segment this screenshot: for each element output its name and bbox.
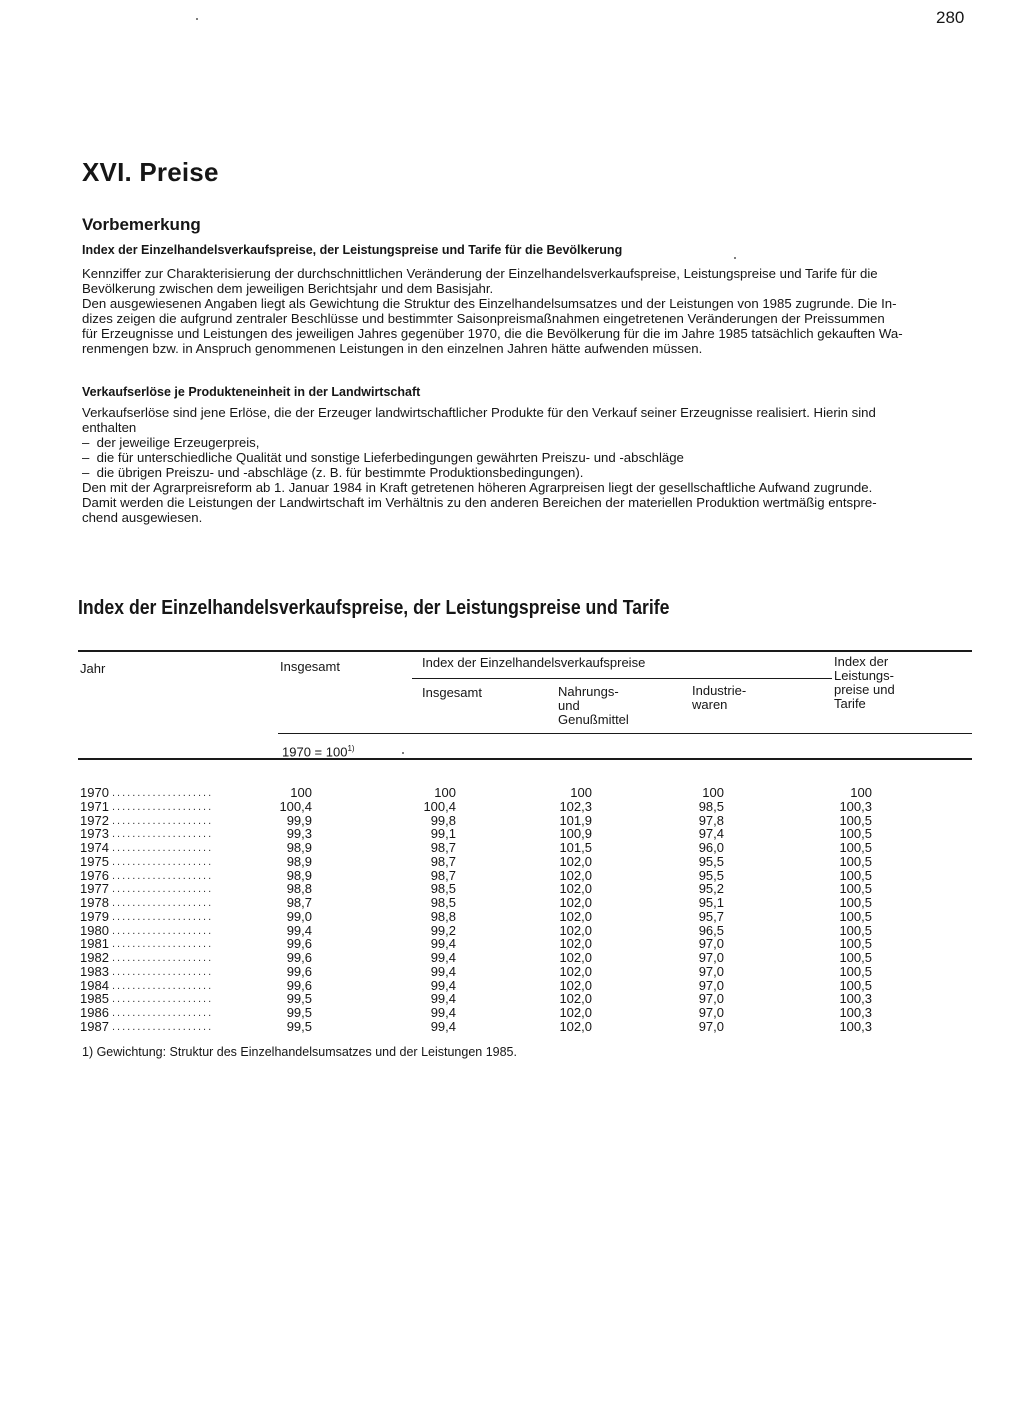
dot-leader: .................... — [112, 800, 214, 813]
cell-insgesamt: 98,9 — [286, 840, 312, 855]
cell-nahrung: 102,0 — [559, 1005, 592, 1020]
cell-industrie: 100 — [702, 785, 724, 800]
cell-year: 1970 — [80, 785, 109, 800]
table-header-bottom-rule — [78, 758, 972, 760]
dot-leader: .................... — [112, 842, 214, 854]
cell-insgesamt: 99,9 — [286, 812, 312, 828]
cell-nahrung: 100,9 — [559, 826, 592, 842]
header-jahr: Jahr — [80, 661, 106, 676]
section2-closing-line: Damit werden die Leistungen der Landwirtschaft im Verhältnis zu den anderen Bereichen der materiellen Produktion wertmäßig entspre- — [82, 495, 877, 510]
cell-nahrung: 100 — [570, 785, 592, 800]
cell-insgesamt: 99,6 — [286, 963, 312, 979]
cell-leistung: 100,5 — [839, 908, 872, 924]
cell-insgesamt: 99,5 — [286, 1005, 312, 1020]
section2-heading: Verkaufserlöse je Produkteneinheit in der Landwirtschaft — [82, 385, 421, 399]
cell-leistung: 100,5 — [839, 950, 872, 965]
table-row — [80, 855, 980, 869]
dot-leader: .................... — [112, 910, 214, 923]
list-item: – der jeweilige Erzeugerpreis, — [82, 435, 972, 450]
scan-speck — [402, 752, 404, 754]
cell-leistung: 100,5 — [839, 881, 872, 897]
cell-leistung: 100,5 — [839, 895, 872, 910]
dot-leader: .................... — [112, 828, 214, 841]
cell-ehv-insgesamt: 99,4 — [430, 1005, 456, 1020]
cell-leistung: 100,5 — [839, 853, 872, 869]
header-sub-insgesamt: Insgesamt — [422, 685, 482, 700]
cell-industrie: 97,0 — [698, 1005, 724, 1020]
table-row — [80, 896, 980, 910]
base-rule — [278, 733, 972, 734]
header-industrie-line: Industrie- — [692, 683, 747, 698]
dot-leader: .................... — [112, 1007, 214, 1019]
cell-industrie: 95,5 — [698, 867, 724, 883]
cell-year: 1972 — [80, 812, 109, 828]
cell-leistung: 100,5 — [839, 963, 872, 979]
cell-nahrung: 102,0 — [559, 936, 592, 952]
section1-line: Kennziffer zur Charakterisierung der durchschnittlichen Veränderung der Einzelhandelsverkaufspreise, Leistungspreise und Tarife für die — [82, 266, 878, 281]
dot-leader: .................... — [112, 993, 214, 1006]
cell-leistung: 100,5 — [839, 977, 872, 993]
cell-ehv-insgesamt: 100 — [434, 785, 456, 800]
cell-ehv-insgesamt: 99,8 — [430, 812, 456, 828]
cell-leistung: 100,3 — [839, 1005, 872, 1020]
cell-nahrung: 101,5 — [559, 840, 592, 855]
cell-nahrung: 102,0 — [559, 853, 592, 869]
header-leistung-line: preise und — [834, 682, 895, 697]
table-row — [80, 910, 980, 924]
cell-year: 1984 — [80, 977, 109, 993]
cell-ehv-insgesamt: 100,4 — [423, 798, 456, 814]
section2-intro-line: enthalten — [82, 420, 137, 435]
cell-nahrung: 102,0 — [559, 908, 592, 924]
cell-insgesamt: 99,4 — [286, 922, 312, 938]
dot-leader: .................... — [112, 897, 214, 909]
table-row — [80, 841, 980, 855]
section1-line: für Erzeugnisse und Leistungen des jeweiligen Jahres gegenüber 1970, die die Bevölkerung für die im Jahre 1985 tatsächlich gekauften Wa- — [82, 326, 903, 341]
cell-year: 1977 — [80, 881, 109, 897]
dot-leader: .................... — [112, 1020, 214, 1033]
section1-line: dizes zeigen die aufgrund zentraler Beschlüsse und bestimmter Saisonpreismaßnahmen eingetretenen Veränderungen der Preissummen — [82, 311, 885, 326]
cell-industrie: 97,4 — [698, 826, 724, 842]
cell-nahrung: 102,0 — [559, 867, 592, 883]
dot-leader: .................... — [112, 965, 214, 978]
header-leistung-line: Tarife — [834, 696, 866, 711]
cell-industrie: 97,0 — [698, 950, 724, 965]
cell-ehv-insgesamt: 98,5 — [430, 881, 456, 897]
cell-leistung: 100,3 — [839, 991, 872, 1007]
scan-speck — [196, 18, 198, 20]
cell-leistung: 100,5 — [839, 922, 872, 938]
cell-industrie: 97,0 — [698, 977, 724, 993]
cell-year: 1978 — [80, 895, 109, 910]
cell-insgesamt: 99,6 — [286, 977, 312, 993]
cell-ehv-insgesamt: 99,4 — [430, 1018, 456, 1034]
header-nahrung-line: Genußmittel — [558, 712, 629, 727]
dot-leader: .................... — [112, 924, 214, 937]
dot-leader: .................... — [112, 883, 214, 896]
cell-leistung: 100,5 — [839, 826, 872, 842]
cell-year: 1986 — [80, 1005, 109, 1020]
cell-year: 1987 — [80, 1018, 109, 1034]
cell-industrie: 97,0 — [698, 1018, 724, 1034]
cell-insgesamt: 98,9 — [286, 867, 312, 883]
cell-insgesamt: 99,6 — [286, 936, 312, 952]
footnote: 1) Gewichtung: Struktur des Einzelhandelsumsatzes und der Leistungen 1985. — [82, 1045, 517, 1059]
cell-leistung: 100,5 — [839, 840, 872, 855]
list-item: – die übrigen Preiszu- und -abschläge (z. B. für bestimmte Produktionsbedingungen). — [82, 465, 972, 480]
table-title: Index der Einzelhandelsverkaufspreise, der Leistungspreise und Tarife — [78, 596, 670, 619]
dot-leader: .................... — [112, 952, 214, 964]
section1-heading: Index der Einzelhandelsverkaufspreise, der Leistungspreise und Tarife für die Bevölkerung — [82, 243, 623, 257]
cell-year: 1985 — [80, 991, 109, 1007]
cell-leistung: 100,3 — [839, 1018, 872, 1034]
section-heading: Vorbemerkung — [82, 215, 201, 234]
cell-year: 1975 — [80, 853, 109, 869]
chapter-title: XVI. Preise — [82, 157, 219, 187]
dot-leader: .................... — [112, 979, 214, 992]
list-item: – die für unterschiedliche Qualität und sonstige Lieferbedingungen gewährten Preiszu- und -abschläge — [82, 450, 972, 465]
section2-list — [82, 435, 972, 480]
section1-line: Den ausgewiesenen Angaben liegt als Gewichtung die Struktur des Einzelhandelsumsatzes und der Leistungen von 1985 zugrunde. Die In- — [82, 296, 897, 311]
cell-year: 1971 — [80, 798, 109, 814]
cell-insgesamt: 99,6 — [286, 950, 312, 965]
header-leistung-line: Leistungs- — [834, 668, 894, 683]
table-top-rule — [78, 650, 972, 652]
cell-industrie: 97,0 — [698, 936, 724, 952]
cell-ehv-insgesamt: 99,4 — [430, 977, 456, 993]
cell-industrie: 95,5 — [698, 853, 724, 869]
cell-nahrung: 102,0 — [559, 1018, 592, 1034]
cell-nahrung: 102,0 — [559, 963, 592, 979]
cell-nahrung: 102,0 — [559, 895, 592, 910]
cell-insgesamt: 99,0 — [286, 908, 312, 924]
header-leistung — [834, 655, 895, 711]
dot-leader: .................... — [112, 787, 214, 799]
table-row — [80, 800, 980, 814]
cell-year: 1973 — [80, 826, 109, 842]
cell-year: 1983 — [80, 963, 109, 979]
cell-ehv-insgesamt: 99,4 — [430, 936, 456, 952]
cell-industrie: 95,2 — [698, 881, 724, 897]
section2-closing-line: chend ausgewiesen. — [82, 510, 203, 525]
cell-leistung: 100 — [850, 785, 872, 800]
cell-insgesamt: 99,3 — [286, 826, 312, 842]
cell-year: 1976 — [80, 867, 109, 883]
footnote-mark: 1) — [347, 744, 355, 753]
cell-insgesamt: 100 — [290, 785, 312, 800]
cell-ehv-insgesamt: 98,7 — [430, 853, 456, 869]
cell-ehv-insgesamt: 99,1 — [430, 826, 456, 842]
cell-ehv-insgesamt: 98,7 — [430, 867, 456, 883]
dot-leader: .................... — [112, 869, 214, 882]
cell-nahrung: 102,0 — [559, 977, 592, 993]
header-nahrung — [558, 685, 629, 727]
cell-industrie: 97,0 — [698, 991, 724, 1007]
section1-line: renmengen bzw. in Anspruch genommenen Leistungen in den einzelnen Jahren hätte aufwenden müssen. — [82, 341, 703, 356]
cell-leistung: 100,5 — [839, 812, 872, 828]
table-row — [80, 951, 980, 965]
cell-year: 1981 — [80, 936, 109, 952]
cell-insgesamt: 100,4 — [279, 798, 312, 814]
header-industrie-line: waren — [692, 697, 728, 712]
cell-leistung: 100,3 — [839, 798, 872, 814]
cell-industrie: 97,8 — [698, 812, 724, 828]
dot-leader: .................... — [112, 938, 214, 951]
section2-paragraph — [82, 405, 972, 525]
cell-insgesamt: 99,5 — [286, 1018, 312, 1034]
cell-industrie: 97,0 — [698, 963, 724, 979]
cell-ehv-insgesamt: 99,4 — [430, 991, 456, 1007]
cell-ehv-insgesamt: 99,2 — [430, 922, 456, 938]
cell-industrie: 95,7 — [698, 908, 724, 924]
cell-nahrung: 102,0 — [559, 922, 592, 938]
table-row — [80, 786, 980, 800]
table-row — [80, 1006, 980, 1020]
section2-intro-line: Verkaufserlöse sind jene Erlöse, die der Erzeuger landwirtschaftlicher Produkte für den Verkauf seiner Erzeugnisse realisiert. Hierin sind — [82, 405, 876, 420]
cell-nahrung: 101,9 — [559, 812, 592, 828]
cell-insgesamt: 98,9 — [286, 853, 312, 869]
cell-leistung: 100,5 — [839, 936, 872, 952]
cell-nahrung: 102,0 — [559, 881, 592, 897]
cell-ehv-insgesamt: 98,8 — [430, 908, 456, 924]
header-industrie — [692, 684, 746, 712]
cell-year: 1980 — [80, 922, 109, 938]
cell-ehv-insgesamt: 99,4 — [430, 963, 456, 979]
section1-line: Bevölkerung zwischen dem jeweiligen Berichtsjahr und dem Basisjahr. — [82, 281, 494, 296]
cell-year: 1982 — [80, 950, 109, 965]
cell-insgesamt: 98,7 — [286, 895, 312, 910]
cell-ehv-insgesamt: 99,4 — [430, 950, 456, 965]
cell-nahrung: 102,3 — [559, 798, 592, 814]
header-nahrung-line: Nahrungs- — [558, 684, 619, 699]
table-row — [80, 965, 980, 979]
cell-ehv-insgesamt: 98,7 — [430, 840, 456, 855]
dot-leader: .................... — [112, 855, 214, 868]
section1-paragraph — [82, 266, 972, 356]
header-insgesamt: Insgesamt — [280, 659, 340, 674]
dot-leader: .................... — [112, 814, 214, 827]
cell-leistung: 100,5 — [839, 867, 872, 883]
scan-speck — [734, 257, 736, 259]
cell-industrie: 95,1 — [698, 895, 724, 910]
header-group-einzelhandel: Index der Einzelhandelsverkaufspreise — [422, 655, 646, 670]
header-base-year — [282, 742, 355, 759]
header-nahrung-line: und — [558, 698, 580, 713]
page-number: 280 — [936, 8, 965, 27]
group-rule — [412, 678, 832, 679]
base-label: 1970 = 100 — [282, 744, 348, 760]
cell-industrie: 96,5 — [698, 922, 724, 938]
cell-industrie: 98,5 — [698, 798, 724, 814]
header-leistung-line: Index der — [834, 654, 889, 669]
cell-ehv-insgesamt: 98,5 — [430, 895, 456, 910]
cell-nahrung: 102,0 — [559, 991, 592, 1007]
cell-nahrung: 102,0 — [559, 950, 592, 965]
cell-year: 1979 — [80, 908, 109, 924]
cell-insgesamt: 99,5 — [286, 991, 312, 1007]
cell-industrie: 96,0 — [698, 840, 724, 855]
cell-year: 1974 — [80, 840, 109, 855]
section2-closing-line: Den mit der Agrarpreisreform ab 1. Januar 1984 in Kraft getretenen höheren Agrarpreisen liegt der gesellschaftliche Aufwand zugrunde. — [82, 480, 873, 495]
table-row — [80, 1020, 980, 1034]
cell-insgesamt: 98,8 — [286, 881, 312, 897]
